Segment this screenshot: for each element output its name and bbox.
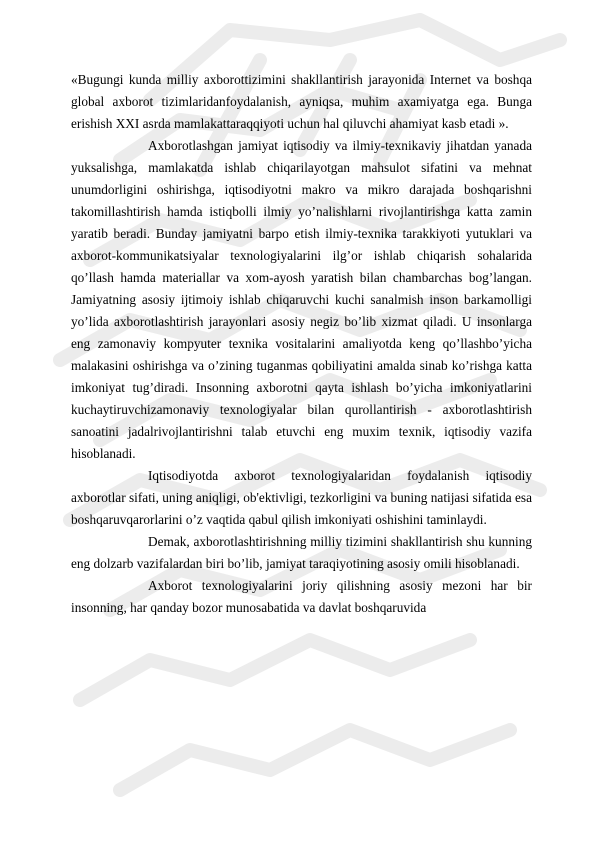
- paragraph-economy-it: Iqtisodiyotda axborot texnologiyalaridan foydalanish iqtisodiy axborotlar sifati, uning aniqligi, ob'ektivligi, tezkorligini va buning natijasi sifatida esa boshqaruvqarorlarini o’z vaqtida qabul qilish imkoniyati oshishini taminlaydi.: [71, 468, 532, 527]
- paragraph-it-criteria: Axborot texnologiyalarini joriy qilishning asosiy mezoni har bir insonning, har qanday bozor munosabatida va davlat boshqaruvida: [71, 578, 532, 615]
- paragraph-national-system: Demak, axborotlashtirishning milliy tizimini shakllantirish shu kunning eng dolzarb vazifalardan biri bo’lib, jamiyat taraqiyotining asosiy omili hisoblanadi.: [71, 534, 532, 571]
- document-body: [71, 69, 532, 619]
- paragraph-intro-quote: «Bugungi kunda milliy axborottizimini shakllantirish jarayonida Internet va boshqa global axborot tizimlaridanfoydalanish, ayniqsa, muhim axamiyatga ega. Bunga erishish XXI asrda mamlakattaraqqiyoti uchun hal qiluvchi ahamiyat kasb etadi ».: [71, 72, 532, 131]
- paragraph-information-society: Axborotlashgan jamiyat iqtisodiy va ilmiy-texnikaviy jihatdan yanada yuksalishga, mamlakatda ishlab chiqarilayotgan mahsulot sifatini va mehnat unumdorligini oshirishga, iqtisodiyotni makro va mikro darajada boshqarishni takomillashtirish hamda istiqbolli ilmiy yo’nalishlarni rivojlantirishga katta zamin yaratib beradi. Bunday jamiyatni barpo etish ilmiy-texnika tarakkiyoti yutuklari va axborot-kommunikatsiyalar texnologiyalarini ilg’or ishlab chiqarish sohalarida qo’llash hamda materiallar va xom-ayosh yaratish bilan chambarchas bog’langan. Jamiyatning asosiy ijtimoiy ishlab chiqaruvchi kuchi sanalmish inson barkamolligi yo’lida axborotlashtirish jarayonlari asosiy negiz bo’lib xizmat qiladi. U insonlarga eng zamonaviy kompyuter texnika vositalarini amaliyotda keng qo’llashbo’yicha malakasini oshirishga va o’zining tuganmas qobiliyatini amalda sinab ko’rishga katta imkoniyat tug’diradi. Insonning axborotni qayta ishlash bo’yicha imkoniyatlarini kuchaytiruvchizamonaviy texnologiyalar bilan qurollantirish - axborotlashtirish sanoatini jadalrivojlantirishni talab etuvchi eng muxim texnik, iqtisodiy vazifa hisoblanadi.: [71, 138, 532, 461]
